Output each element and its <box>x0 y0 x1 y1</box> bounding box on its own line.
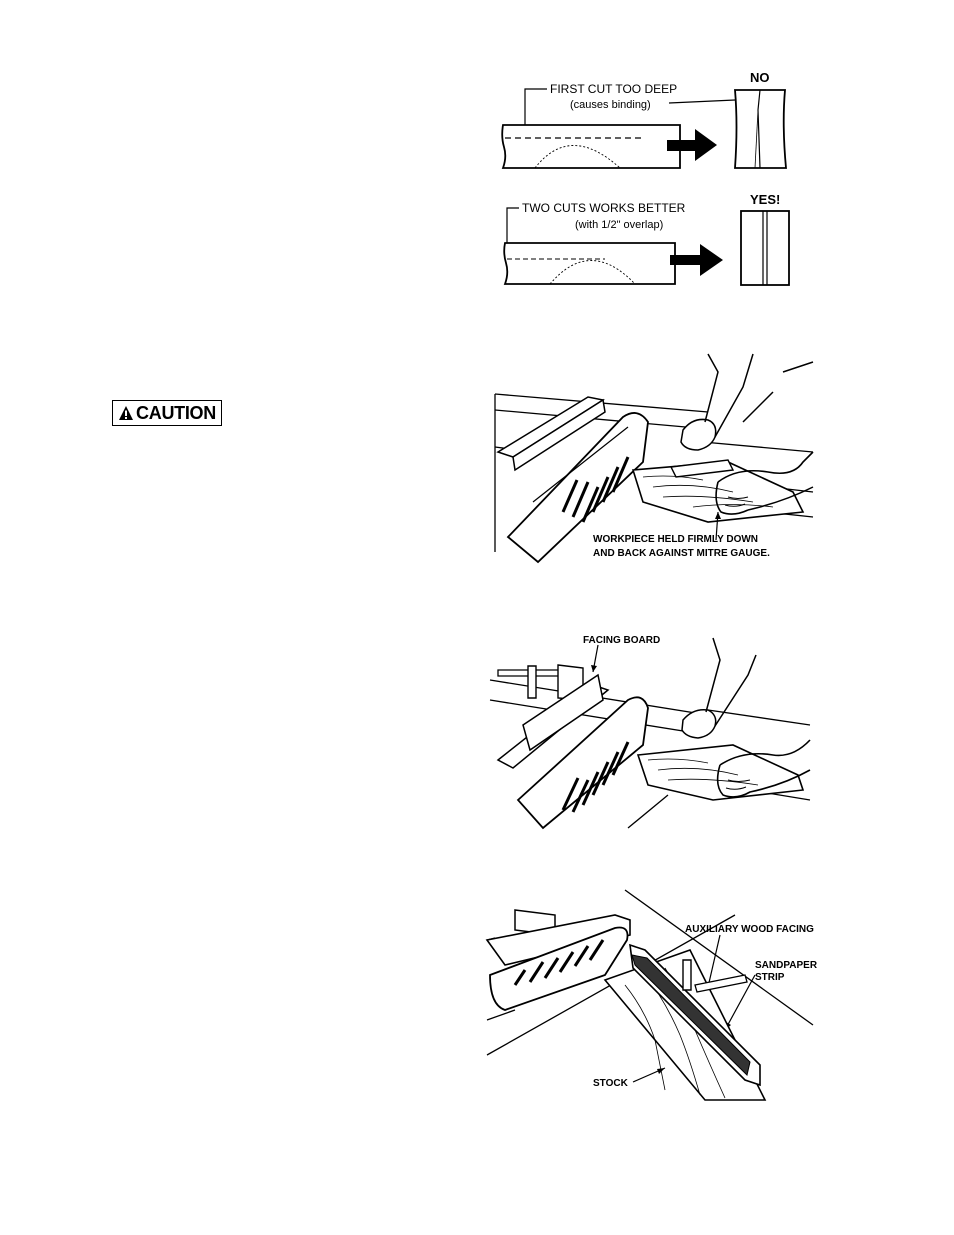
facing-board-label: FACING BOARD <box>583 635 661 646</box>
warning-triangle-icon <box>118 405 134 421</box>
mitre-gauge-illustration <box>493 352 813 570</box>
caution-label-box <box>112 400 222 426</box>
yes-label: YES! <box>750 192 781 207</box>
workpiece-caption-line2: AND BACK AGAINST MITRE GAUGE. <box>593 548 770 559</box>
two-cuts-label: TWO CUTS WORKS BETTER <box>522 201 686 215</box>
first-cut-note: (causes binding) <box>570 99 651 111</box>
sandpaper-label-line1: SANDPAPER <box>755 960 818 971</box>
two-cuts-note: (with 1/2" overlap) <box>575 219 664 231</box>
sandpaper-label-line2: STRIP <box>755 972 785 983</box>
auxiliary-facing-illustration <box>485 890 818 1100</box>
stock-label: STOCK <box>593 1078 628 1089</box>
cut-depth-diagram <box>495 65 815 295</box>
caution-text: CAUTION <box>136 402 216 423</box>
first-cut-label: FIRST CUT TOO DEEP <box>550 82 678 96</box>
aux-facing-label: AUXILIARY WOOD FACING <box>685 924 814 935</box>
no-label: NO <box>750 70 770 85</box>
facing-board-illustration <box>488 630 813 828</box>
workpiece-caption-line1: WORKPIECE HELD FIRMLY DOWN <box>593 534 759 545</box>
